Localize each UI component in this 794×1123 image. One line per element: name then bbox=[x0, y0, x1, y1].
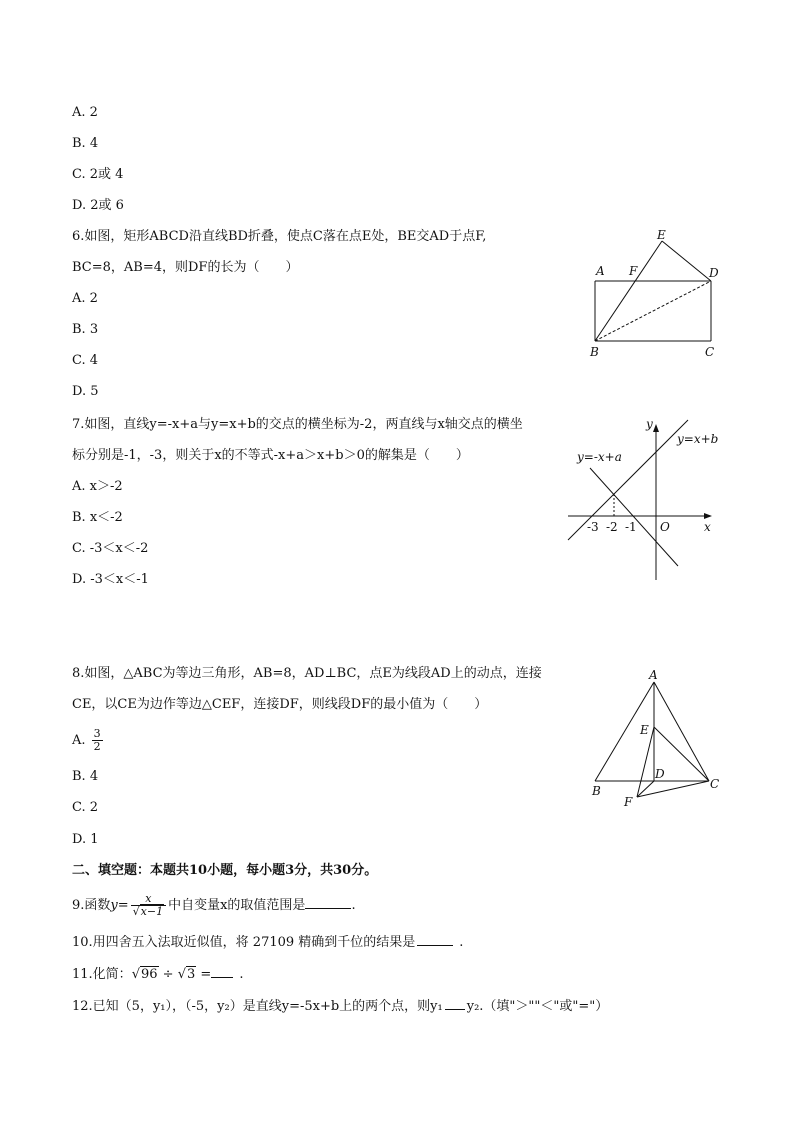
q7-origin-label: O bbox=[660, 520, 670, 534]
q12-line bbox=[72, 997, 608, 1015]
q6-option-b: B. 3 bbox=[72, 322, 99, 337]
q6-option-d: D. 5 bbox=[72, 384, 99, 399]
q8-label-e: E bbox=[640, 723, 649, 737]
q8-label-b: B bbox=[592, 784, 601, 798]
q7-tick-minus2: -2 bbox=[606, 520, 618, 534]
q8-label-f: F bbox=[624, 795, 633, 809]
q7-option-b: B. x＜-2 bbox=[72, 510, 123, 525]
q7-stem-line1: 7.如图，直线y=-x+a与y=x+b的交点的横坐标为-2，两直线与x轴交点的横坐 bbox=[72, 417, 523, 432]
q6-option-c: C. 4 bbox=[72, 353, 99, 368]
section-2-heading: 二、填空题：本题共10小题，每小题3分，共30分。 bbox=[72, 863, 378, 878]
q9-func-lhs: y= bbox=[110, 898, 129, 913]
q5-option-a: A. 2 bbox=[72, 105, 98, 120]
q6-label-d: D bbox=[709, 266, 719, 280]
q9-end: . bbox=[351, 898, 356, 913]
q11-prefix: 11.化简： bbox=[72, 967, 132, 982]
q9-prefix: 9.函数 bbox=[72, 898, 111, 913]
q9-line bbox=[72, 889, 356, 923]
q8-option-a-numerator: 3 bbox=[93, 727, 101, 740]
q8-stem-line1: 8.如图，△ABC为等边三角形，AB=8，AD⊥BC，点E为线段AD上的动点，连接 bbox=[72, 666, 542, 681]
q12-mid: y₂.（填"＞""＜"或"="） bbox=[466, 999, 609, 1014]
q5-option-b: B. 4 bbox=[72, 136, 99, 151]
q7-option-d: D. -3＜x＜-1 bbox=[72, 572, 149, 587]
q7-axis-x-label: x bbox=[704, 520, 711, 534]
q8-option-c: C. 2 bbox=[72, 800, 99, 815]
q11-equals: = bbox=[196, 967, 212, 982]
q8-label-c: C bbox=[710, 777, 720, 791]
q11-radicand-a: 96 bbox=[140, 967, 158, 982]
q7-axis-y-label: y bbox=[646, 417, 653, 431]
q6-stem-line1: 6.如图，矩形ABCD沿直线BD折叠，使点C落在点E处，BE交AD于点F, bbox=[72, 229, 487, 244]
q6-label-a: A bbox=[596, 264, 605, 278]
q12-answer-blank[interactable] bbox=[445, 997, 465, 1010]
q8-option-b: B. 4 bbox=[72, 769, 99, 784]
q6-stem-line2: BC=8，AB=4，则DF的长为（ ） bbox=[72, 260, 299, 275]
q6-label-b: B bbox=[590, 345, 599, 359]
q7-tick-minus1: -1 bbox=[625, 520, 637, 534]
q9-fraction bbox=[131, 893, 166, 918]
q11-answer-blank[interactable] bbox=[211, 965, 233, 978]
q8-option-a-denominator: 2 bbox=[93, 740, 101, 753]
q6-label-c: C bbox=[705, 345, 715, 359]
q8-option-d: D. 1 bbox=[72, 832, 99, 847]
q8-stem-line2: CE，以CE为边作等边△CEF，连接DF，则线段DF的最小值为（ ） bbox=[72, 697, 488, 712]
q7-option-a: A. x＞-2 bbox=[72, 479, 123, 494]
q9-answer-blank[interactable] bbox=[305, 896, 351, 909]
q6-option-a: A. 2 bbox=[72, 291, 98, 306]
q7-tick-minus3: -3 bbox=[587, 520, 599, 534]
q8-label-d: D bbox=[655, 767, 665, 781]
q11-radicand-b: 3 bbox=[187, 967, 196, 982]
q6-label-f: F bbox=[629, 264, 638, 278]
q5-option-d: D. 2或 6 bbox=[72, 198, 124, 213]
q11-operator: ÷ bbox=[158, 967, 178, 982]
q10-end: . bbox=[459, 935, 464, 950]
q11-line: 11.化简：√96 ÷ √3 = . bbox=[72, 967, 244, 982]
q10-answer-blank[interactable] bbox=[417, 933, 453, 946]
q9-denominator-radicand: x−1 bbox=[140, 905, 164, 918]
q9-numerator: x bbox=[131, 893, 166, 906]
q5-option-c: C. 2或 4 bbox=[72, 167, 124, 182]
q10-line bbox=[72, 933, 463, 951]
q9-denominator: √x−1 bbox=[132, 905, 164, 918]
q7-line1-label: y=x+b bbox=[677, 432, 719, 446]
q8-option-a-prefix: A. bbox=[72, 733, 90, 748]
q6-label-e: E bbox=[657, 228, 666, 242]
q11-end: . bbox=[239, 967, 244, 982]
q7-stem-line2: 标分别是-1，-3，则关于x的不等式-x+a＞x+b＞0的解集是（ ） bbox=[72, 448, 469, 463]
q9-suffix: 中自变量x的取值范围是 bbox=[168, 898, 306, 913]
q7-option-c: C. -3＜x＜-2 bbox=[72, 541, 149, 556]
q12-prefix: 12.已知（5，y₁），（-5，y₂）是直线y=-5x+b上的两个点，则y₁ bbox=[72, 999, 443, 1014]
q7-line2-label: y=-x+a bbox=[577, 450, 622, 464]
q10-text: 10.用四舍五入法取近似值，将 27109 精确到千位的结果是 bbox=[72, 935, 416, 950]
q8-label-a: A bbox=[649, 668, 658, 682]
